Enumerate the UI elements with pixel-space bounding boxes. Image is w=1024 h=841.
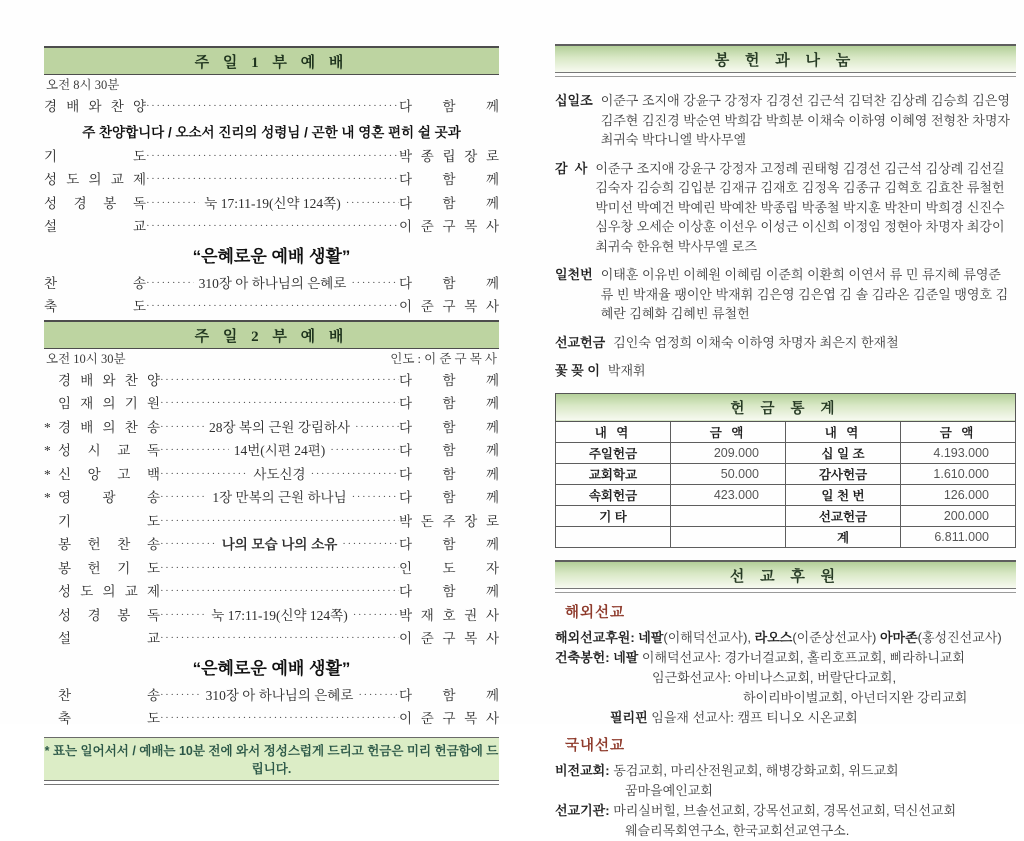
order-item-detail: 1장 만복의 근원 하나님 [212,490,347,505]
order-item-label: 성 경 봉 독 [44,195,146,211]
offering-names: 김인숙 엄정희 이채숙 이하영 차명자 최은지 한재철 [613,334,899,350]
order-item-person: 이 준 구 목 사 [399,711,499,726]
leader-dots [160,605,206,627]
stats-header-row [556,421,1016,442]
offering-list-item [555,91,1016,150]
mission-support-section [555,603,1016,841]
stats-header-cell: 내 역 [556,421,671,442]
stats-data-row [556,526,1016,547]
offering-category-label: 감 사 [555,160,588,176]
mission-line [555,781,1016,801]
stats-amount-cell: 209.000 [671,442,786,463]
service-order-row [44,558,499,582]
mission-text: (홍성진선교사) [917,629,1002,645]
service-order-row [44,464,499,488]
mission-text: 임을재 선교사: 캠프 티니오 시온교회 [647,709,858,725]
offering-category-label: 꽃 꽂 이 [555,363,600,378]
order-item-person: 다 함 께 [399,99,499,114]
order-item-person: 박 재 호 권 사 [399,607,499,623]
service-order-row [44,628,499,652]
leader-dots [352,487,399,509]
stats-amount-cell: 126.000 [901,484,1016,505]
order-item-detail: 사도신경 [253,466,306,482]
leader-dots [355,417,399,439]
leader-dots [160,628,399,650]
leader-dots [160,370,399,392]
offering-header-rule [555,73,1016,77]
service-order-row [44,605,499,629]
order-item-person: 다 함 께 [399,443,499,458]
stats-title: 헌 금 통 계 [556,393,1016,421]
order-item-person: 박 종 립 장 로 [399,148,499,164]
stats-category-cell: 주일헌금 [556,442,671,463]
offering-names: 이준구 조지애 강윤구 강정자 김경선 김근석 김덕찬 김상례 김승희 김은영 김주현 김진경 박순연 박희감 박희분 이채숙 이하영 이혜영 전형찬 차명자 최귀숙 박다니엘 박사무엘 [600,93,1010,147]
offering-names: 이태훈 이유빈 이혜원 이혜림 이준희 이환희 이연서 류 민 류지혜 류영준 류 빈 박재율 팽이안 박재휘 김은영 김은엽 김 솔 김라온 김준일 맹영호 김혜란 김혜화 김혜빈 류철헌 [600,267,1009,321]
service-order-row [44,417,499,441]
service-theme-title: “은혜로운 예배 생활” [192,246,351,266]
mission-text: 웨슬리목회연구소, 한국교회선교연구소. [625,822,850,838]
stats-category-cell: 감사헌금 [786,463,901,484]
stats-header-cell: 금 액 [901,421,1016,442]
service-order-row [44,393,499,417]
mission-text: (이준상선교사) [792,629,880,645]
mission-line [555,668,1016,688]
stats-amount-cell: 200.000 [901,505,1016,526]
worship-order-column [44,46,499,785]
stats-header-cell: 내 역 [786,421,901,442]
mission-bold-label: 비전교회: [555,762,614,778]
order-item-person: 다 함 께 [399,275,499,291]
leader-dots [146,193,199,215]
mission-text: (이해덕선교사), [663,629,755,645]
order-item-detail: 310장 아 하나님의 은혜로 [198,275,347,291]
mission-header-bar: 선 교 후 원 [555,562,1016,589]
hymn-line: 주 찬양합니다 / 오소서 진리의 성령님 / 곤한 내 영혼 편히 쉴 곳과 [82,124,461,140]
domestic-mission-lines [555,761,1016,841]
leader-dots [160,464,248,486]
service-order-row [44,511,499,535]
mission-text: 이해덕선교사: 경가너걸교회, 홀리호프교회, 삐라하니교회 [638,649,965,665]
order-item-label: 축 도 [44,299,146,314]
order-item-person: 다 함 께 [399,396,499,411]
leader-dots [160,708,399,730]
leader-dots [330,440,399,462]
mission-section-header [555,560,1016,593]
stats-category-cell: 십 일 조 [786,442,901,463]
offering-list-item [555,159,1016,257]
order-item-person: 다 함 께 [399,466,500,482]
service-order-row [44,146,499,170]
stats-table [555,393,1016,548]
stats-amount-cell: 423.000 [671,484,786,505]
order-item-label: 신 앙 고 백 [58,466,160,482]
mission-bold-label: 아마존 [879,629,918,645]
bottom-double-rule [44,781,499,785]
leader-dots [351,273,399,295]
order-item-person: 다 함 께 [399,490,499,505]
overseas-mission-lines [555,628,1016,728]
order-item-label: 봉 헌 찬 송 [58,537,160,552]
service-order-row [44,273,499,297]
offering-name-lists [555,91,1016,381]
offering-list-item [555,333,1016,353]
leader-dots [146,216,399,238]
offering-header-bar: 봉 헌 과 나 눔 [555,46,1016,73]
order-item-detail: 눅 17:11-19(신약 124쪽) [211,607,348,623]
order-item-person: 다 함 께 [399,372,499,388]
order-item-label: 성 시 교 독 [58,443,160,458]
service1-time: 오전 8시 30분 [46,78,120,92]
mission-bold-label: 해외선교후원: [555,629,639,645]
service1-timeline [44,75,499,96]
order-item-label: 기 도 [44,148,146,164]
offering-category-label: 선교헌금 [555,334,606,350]
order-item-detail: 눅 17:11-19(신약 124쪽) [204,195,341,211]
leader-dots [160,417,204,439]
offering-list-item [555,361,1016,381]
mission-bold-label: 선교기관: [555,802,614,818]
order-item-person: 이 준 구 목 사 [399,299,499,314]
offering-list-item [555,265,1016,324]
order-item-label: 찬 송 [44,275,146,291]
order-item-label: 경 배 의 찬 송 [58,419,160,435]
service-order-row [44,685,499,709]
leader-dots [358,685,399,707]
leader-dots [160,534,217,556]
mission-bold-label: 네팔 [613,649,639,665]
leader-dots [160,440,229,462]
order-item-label: 경 배 와 찬 양 [44,99,146,114]
stand-marker: * [44,490,51,505]
service1-order-list [44,96,499,320]
offering-column [555,44,1016,841]
leader-dots [346,193,399,215]
order-item-label: 설 교 [58,631,160,646]
order-item-person: 다 함 께 [399,584,499,599]
order-item-detail: 나의 모습 나의 소유 [221,537,338,552]
domestic-mission-heading: 국내선교 [565,737,626,754]
mission-line [555,628,1016,648]
stats-category-cell: 속회헌금 [556,484,671,505]
leader-dots [311,464,399,486]
stand-marker: * [44,443,51,458]
mission-bold-label: 건축봉헌: [555,649,614,665]
stats-title-row [556,393,1016,421]
worship-footnote: * 표는 일어서서 / 예배는 10분 전에 와서 정성스럽게 드리고 헌금은 미리 헌금함에 드립니다. [44,737,499,781]
order-item-person: 이 준 구 목 사 [399,631,499,646]
overseas-mission-heading: 해외선교 [565,604,626,621]
service-order-row [44,708,499,732]
leader-dots [146,169,399,191]
mission-bold-label: 네팔 [638,629,664,645]
stats-category-cell: 선교헌금 [786,505,901,526]
service-order-row [44,370,499,394]
stats-data-row [556,442,1016,463]
order-item-label: 설 교 [44,219,146,234]
mission-line [555,821,1016,841]
order-item-person: 다 함 께 [399,195,499,211]
order-item-detail: 28장 복의 근원 강림하사 [209,419,350,435]
service-order-row [44,96,499,120]
offering-section-header [555,44,1016,77]
stats-amount-cell: 6.811.000 [901,526,1016,547]
leader-dots [160,685,201,707]
service-order-row [44,440,499,464]
service2-leader: 인도 : 이 준 구 목 사 [390,351,497,366]
stats-data-row [556,463,1016,484]
stats-category-cell: 기 타 [556,505,671,526]
order-item-person: 박 돈 주 장 로 [399,513,499,529]
order-item-person: 다 함 께 [399,419,499,435]
mission-line [555,801,1016,821]
order-item-person: 다 함 께 [399,172,499,187]
stats-data-row [556,505,1016,526]
leader-dots [146,273,194,295]
offering-stats-section [555,393,1016,548]
offering-names: 박재휘 [607,363,646,378]
mission-bold-label: 라오스 [754,629,793,645]
offering-names: 이준구 조지애 강윤구 강정자 고정례 권태형 김경선 김근석 김상례 김선길 김숙자 김승희 김입분 김재규 김재호 김정옥 김종규 김혁호 김효찬 류철헌 박미선 박예건 박예린 박예찬 박종립 박종철 박지훈 박찬미 박희경 신진수 심우창 오세순 이상훈 이선우 이성근 이신희 이정임 정현아 차명자 최강이 최귀숙 한유현 박사무엘 로즈 [595,160,1005,254]
leader-dots [146,96,399,118]
stats-amount-cell: 1.610.000 [901,463,1016,484]
stats-category-cell: 일 천 번 [786,484,901,505]
order-item-person: 이 준 구 목 사 [399,219,499,234]
service1-header: 주 일 1 부 예 배 [44,46,499,75]
mission-line [555,708,1016,728]
order-item-detail: 310장 아 하나님의 은혜로 [205,687,354,703]
order-item-label: 찬 송 [58,687,160,703]
order-item-label: 임 재 의 기 원 [58,396,160,411]
stats-category-cell [556,526,671,547]
mission-line [555,688,1016,708]
leader-dots [353,605,399,627]
stand-marker: * [44,419,51,435]
mission-text: 임근화선교사: 아비나스교회, 버랄단다교회, [652,669,897,685]
mission-text: 하이리바이벌교회, 아넌더지완 강리교회 [743,689,968,705]
order-item-label: 기 도 [58,513,160,529]
stats-amount-cell: 4.193.000 [901,442,1016,463]
service-order-row [44,216,499,240]
order-item-person: 인 도 자 [399,560,499,576]
order-item-person: 다 함 께 [399,687,499,703]
order-item-person: 다 함 께 [399,537,499,552]
service2-header: 주 일 2 부 예 배 [44,320,499,349]
order-item-label: 성 경 봉 독 [58,607,160,623]
offering-category-label: 일천번 [555,267,593,282]
service-order-row [44,487,499,511]
stand-marker: * [44,466,51,482]
stats-header-cell: 금 액 [671,421,786,442]
service-order-row [44,169,499,193]
mission-text: 마리실버힐, 브솔선교회, 강목선교회, 경목선교회, 덕신선교회 [613,802,957,818]
mission-line [555,648,1016,668]
mission-line [555,761,1016,781]
order-item-label: 경 배 와 찬 양 [58,372,160,388]
stats-amount-cell [671,526,786,547]
order-item-detail: 14번(시편 24편) [233,443,326,458]
mission-text: 꿈마을예인교회 [625,782,713,798]
leader-dots [160,511,399,533]
leader-dots [160,558,399,580]
service-order-row [44,534,499,558]
service2-timeline [44,349,499,370]
leader-dots [160,487,207,509]
order-item-label: 봉 헌 기 도 [58,560,160,576]
leader-dots [146,296,399,318]
service-order-row [44,296,499,320]
mission-bold-label: 필리핀 [610,709,648,725]
stats-amount-cell [671,505,786,526]
order-item-label: 성 도 의 교 제 [58,584,160,599]
service2-time: 오전 10시 30분 [46,351,126,366]
service-theme-title: “은혜로운 예배 생활” [192,658,351,678]
order-item-label: 축 도 [58,711,160,726]
leader-dots [160,393,399,415]
stats-category-cell: 교회학교 [556,463,671,484]
order-item-label: 영 광 송 [58,490,160,505]
service-order-row [44,581,499,605]
leader-dots [146,146,399,168]
mission-text: 동검교회, 마리산전원교회, 해병강화교회, 위드교회 [613,762,899,778]
mission-header-rule [555,589,1016,593]
service-order-row [44,193,499,217]
stats-amount-cell: 50.000 [671,463,786,484]
service2-order-list [44,370,499,732]
stats-category-cell: 계 [786,526,901,547]
leader-dots [342,534,399,556]
offering-category-label: 십일조 [555,93,593,108]
order-item-label: 성 도 의 교 제 [44,172,146,187]
stats-data-row [556,484,1016,505]
leader-dots [160,581,399,603]
